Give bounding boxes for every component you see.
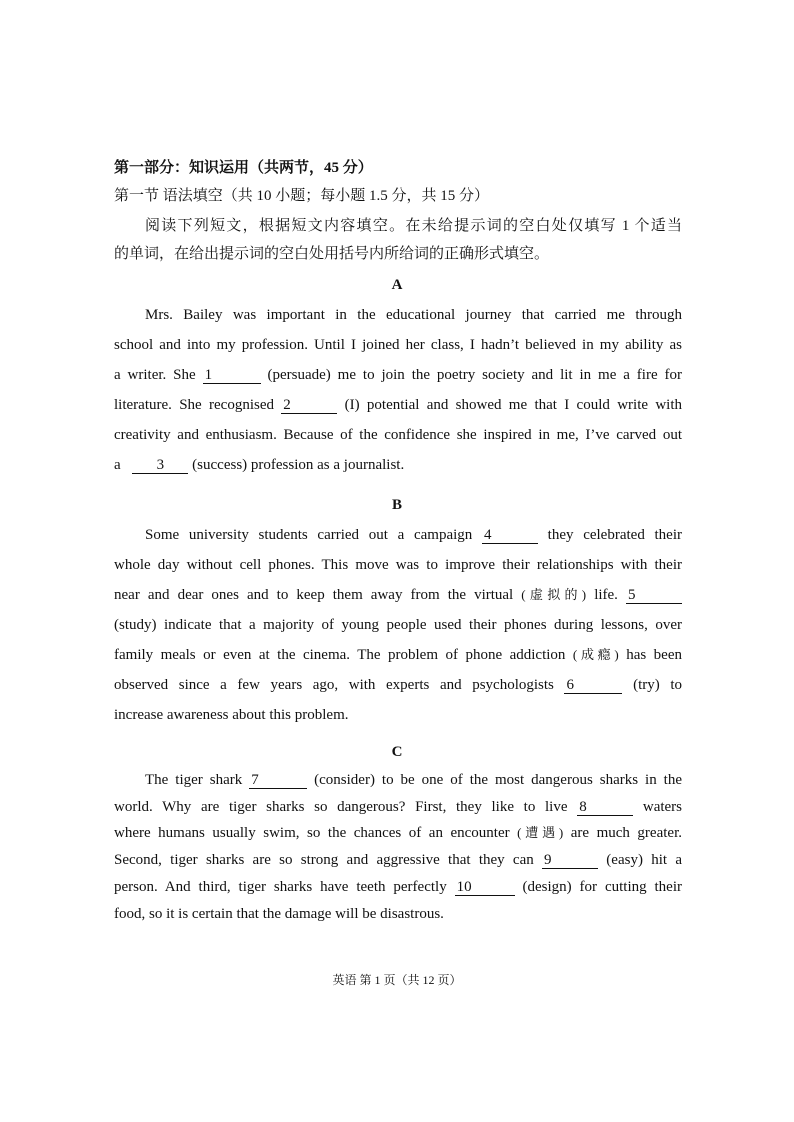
passage-c-line (145, 770, 682, 790)
text-segment: a writer. She (114, 367, 203, 383)
text-segment: The tiger shark (145, 772, 250, 788)
blank-6[interactable]: 6 (564, 677, 622, 694)
text-segment: (persuade) me to join the poetry society and lit in me a fire for (260, 367, 682, 383)
text-segment: near and dear ones and to keep them away from the virtual (114, 587, 522, 603)
blank-10[interactable]: 10 (455, 879, 515, 896)
blank-1[interactable]: 1 (203, 367, 261, 384)
passage-b-line: whole day without cell phones. This move was to improve their relationships with their (114, 557, 682, 573)
passage-c-line (114, 850, 682, 870)
part-heading: 第一部分：知识运用（共两节，45 分） (114, 160, 373, 176)
text-segment: has been (618, 647, 682, 663)
text-segment: literature. She recognised (114, 397, 282, 413)
passage-c-letter: C (391, 744, 403, 760)
gloss-cn: (虚拟的) (521, 587, 587, 602)
blank-7[interactable]: 7 (249, 772, 307, 789)
passage-a-letter: A (391, 277, 403, 293)
instruction-line-2: 的单词，在给出提示词的空白处用括号内所给词的正确形式填空。 (114, 246, 550, 262)
passage-c-line (114, 823, 682, 843)
passage-a-line: creativity and enthusiasm. Because of the confidence she inspired in me, I’ve carved out (114, 427, 682, 443)
passage-c-line: food, so it is certain that the damage will be disastrous. (114, 906, 444, 922)
instruction-line-1: 阅读下列短文，根据短文内容填空。在未给提示词的空白处仅填写 1 个适当 (145, 218, 682, 234)
passage-a-line: Mrs. Bailey was important in the educational journey that carried me through (145, 307, 682, 323)
text-segment: are much greater. (563, 825, 682, 841)
passage-b-line (114, 645, 682, 665)
gloss-cn: (成瘾) (572, 647, 619, 662)
passage-c-line (114, 797, 682, 817)
text-segment: where humans usually swim, so the chances of an encounter (114, 825, 518, 841)
section-heading: 第一节 语法填空（共 10 小题；每小题 1.5 分，共 15 分） (114, 188, 490, 204)
text-segment: waters (633, 799, 683, 815)
passage-a-line (114, 455, 682, 475)
text-segment: (design) for cutting their (514, 879, 682, 895)
text-segment: (I) potential and showed me that I could write with (337, 397, 682, 413)
page-footer: 英语 第 1 页（共 12 页） (332, 973, 462, 987)
passage-a-line: school and into my profession. Until I joined her class, I hadn’t believed in my ability as (114, 337, 682, 353)
passage-b-line: increase awareness about this problem. (114, 707, 349, 723)
passage-b-line: (study) indicate that a majority of young people used their phones during lessons, over (114, 617, 682, 633)
blank-3[interactable]: 3 (132, 457, 188, 474)
passage-a-line (114, 395, 682, 415)
passage-c-line (114, 877, 682, 897)
text-segment: family meals or even at the cinema. The problem of phone addiction (114, 647, 573, 663)
text-segment: Some university students carried out a campaign (145, 527, 482, 543)
text-segment: they celebrated their (537, 527, 683, 543)
text-segment: (consider) to be one of the most dangerous sharks in the (307, 772, 682, 788)
passage-b-line (114, 585, 682, 605)
text-segment: Second, tiger sharks are so strong and aggressive that they can (114, 852, 543, 868)
passage-b-line (145, 525, 682, 545)
text-segment: (try) to (622, 677, 683, 693)
passage-b-letter: B (391, 497, 402, 513)
blank-4[interactable]: 4 (482, 527, 538, 544)
blank-9[interactable]: 9 (542, 852, 598, 869)
passage-b-line (114, 675, 682, 695)
blank-5[interactable]: 5 (626, 587, 682, 604)
text-segment: world. Why are tiger sharks so dangerous? First, they like to live (114, 799, 578, 815)
text-segment: (easy) hit a (598, 852, 682, 868)
passage-a-line (114, 365, 682, 385)
text-segment: (success) profession as a journalist. (188, 457, 405, 473)
gloss-cn: (遭遇) (517, 825, 564, 840)
text-segment: person. And third, tiger sharks have teeth perfectly (114, 879, 455, 895)
text-segment: life. (586, 587, 626, 603)
text-segment: a (114, 457, 125, 473)
text-segment: observed since a few years ago, with experts and psychologists (114, 677, 565, 693)
blank-8[interactable]: 8 (577, 799, 633, 816)
blank-2[interactable]: 2 (281, 397, 337, 414)
